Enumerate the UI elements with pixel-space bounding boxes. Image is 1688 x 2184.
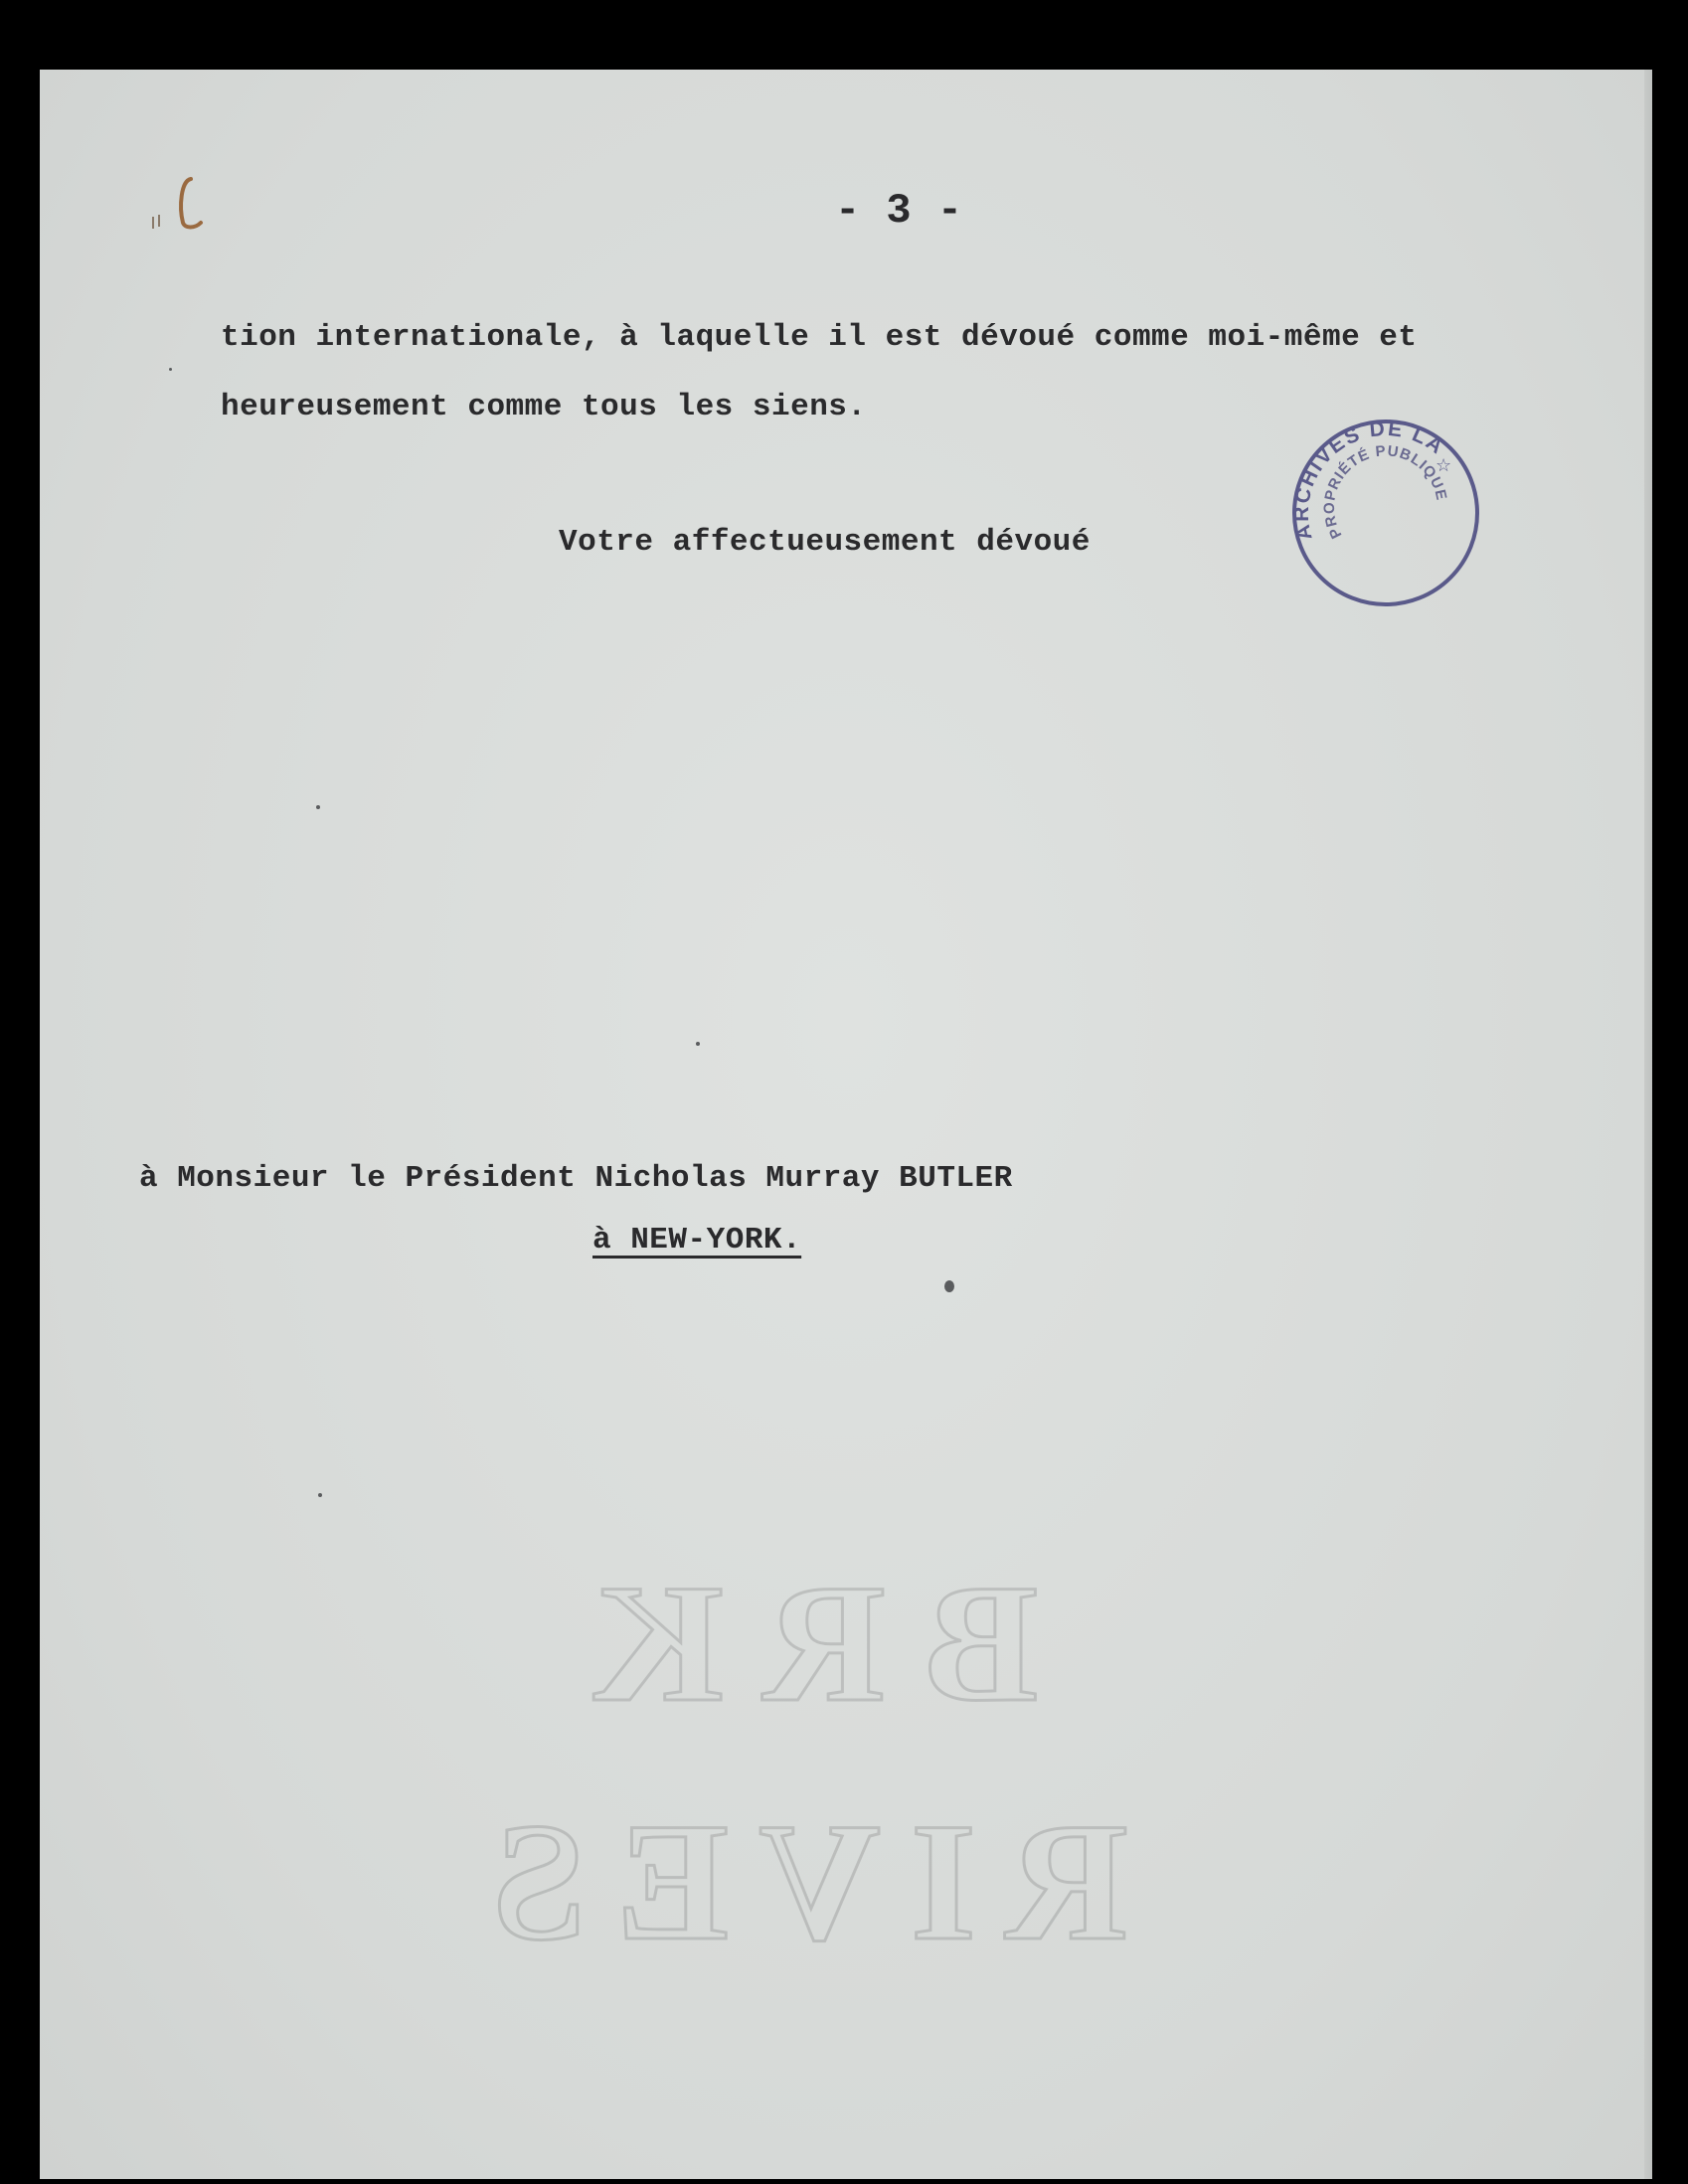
stamp-outer-text: ARCHIVES DE LA xyxy=(1289,417,1449,543)
paper-sheet xyxy=(40,70,1652,2179)
addressee-line: à Monsieur le Président Nicholas Murray BUTLER xyxy=(139,1161,1013,1196)
archives-stamp xyxy=(1286,414,1485,612)
ink-speck xyxy=(944,1280,954,1292)
page-number: - 3 - xyxy=(835,187,963,235)
watermark-line-1: BRK xyxy=(552,1550,1039,1737)
ink-speck xyxy=(316,805,320,809)
watermark-line-2: RIVES xyxy=(462,1788,1128,1975)
star-icon: ☆ xyxy=(1435,455,1452,476)
paper-watermark xyxy=(418,1541,1173,1978)
stamp-inner-text: PROPRIÉTÉ PUBLIQUE xyxy=(1320,442,1450,542)
closing-line: Votre affectueusement dévoué xyxy=(559,525,1091,560)
ink-speck xyxy=(169,368,172,371)
pencil-margin-mark xyxy=(145,167,205,237)
body-line-1: tion internationale, à laquelle il est dévoué comme moi-même et xyxy=(221,320,1418,355)
svg-text:PROPRIÉTÉ PUBLIQUE xyxy=(1321,442,1450,541)
ink-speck xyxy=(318,1493,322,1497)
addressee-city: à NEW-YORK. xyxy=(592,1223,802,1258)
body-line-2: heureusement comme tous les siens. xyxy=(221,390,867,424)
paper-edge xyxy=(1644,70,1652,2179)
ink-speck xyxy=(696,1042,700,1046)
